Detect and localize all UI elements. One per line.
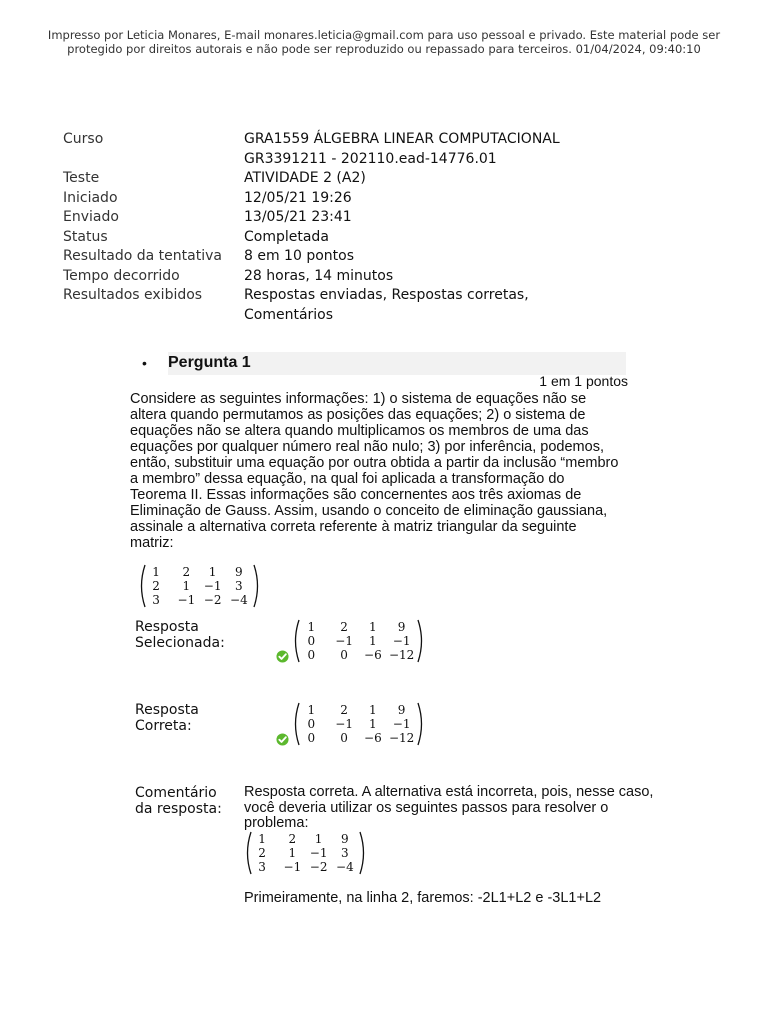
matrix-cell: 1 xyxy=(307,619,316,634)
matrix-cell: 9 xyxy=(397,702,406,717)
matrix-cell: 0 xyxy=(340,730,348,745)
comment-label xyxy=(135,785,222,817)
matrix-cell: 1 xyxy=(288,845,297,860)
matrix-cell: −4 xyxy=(336,859,354,874)
matrix-cell: 1 xyxy=(314,831,323,846)
summary-value: Respostas enviadas, Respostas corretas, Comentários xyxy=(244,287,529,323)
matrix-cell: 0 xyxy=(340,647,348,662)
matrix-cell: −4 xyxy=(230,592,248,607)
summary-label: Resultado da tentativa xyxy=(63,248,222,264)
matrix-cell: −2 xyxy=(203,592,222,607)
matrix-cell: 3 xyxy=(258,859,266,874)
selected-answer-label xyxy=(135,619,225,651)
matrix-cell: 1 xyxy=(369,633,377,648)
matrix-cell: −1 xyxy=(283,859,302,874)
summary-row-test xyxy=(63,169,604,189)
matrix-cell: 1 xyxy=(152,564,160,579)
attempt-summary xyxy=(63,130,604,325)
matrix-cell: 9 xyxy=(235,564,243,579)
matrix-cell: −6 xyxy=(364,730,382,745)
check-circle-icon xyxy=(276,650,289,663)
matrix-cell: −1 xyxy=(392,633,411,648)
label-line: Selecionada: xyxy=(135,635,225,651)
summary-value: 13/05/21 23:41 xyxy=(244,209,352,225)
right-paren xyxy=(418,703,422,745)
matrix-cell: −12 xyxy=(388,730,415,745)
summary-row-results-shown xyxy=(63,286,604,325)
summary-value: 12/05/21 19:26 xyxy=(244,189,352,206)
comment-matrix xyxy=(243,830,368,876)
summary-label: Tempo decorrido xyxy=(63,267,180,284)
summary-label: Enviado xyxy=(63,209,119,225)
matrix-cell: 2 xyxy=(152,578,160,593)
matrix-cell: 0 xyxy=(307,730,316,745)
label-line: Resposta xyxy=(135,702,199,718)
matrix-cell: 3 xyxy=(235,578,243,593)
matrix-cell: 3 xyxy=(152,592,160,607)
left-paren xyxy=(296,620,300,662)
matrix-cell: −1 xyxy=(335,716,353,731)
summary-value: ATIVIDADE 2 (A2) xyxy=(244,170,366,186)
summary-value: 28 horas, 14 minutos xyxy=(244,267,394,284)
summary-row-elapsed xyxy=(63,267,604,287)
matrix-cell: 2 xyxy=(340,702,348,717)
summary-row-started xyxy=(63,189,604,209)
summary-value: Completada xyxy=(244,228,329,245)
matrix-cell: 2 xyxy=(182,564,191,579)
matrix-cell: 1 xyxy=(369,702,377,717)
matrix-cell: −1 xyxy=(392,716,411,731)
matrix-cell: 0 xyxy=(307,633,316,648)
correct-answer-label xyxy=(135,702,199,734)
summary-value: 8 em 10 pontos xyxy=(244,248,354,264)
matrix-cell: 1 xyxy=(369,619,377,634)
matrix-cell: 3 xyxy=(341,845,349,860)
matrix-cell: 1 xyxy=(258,831,266,846)
matrix-cell: −6 xyxy=(364,647,382,662)
correct-answer-matrix xyxy=(291,701,426,747)
label-line: Resposta xyxy=(135,619,199,635)
matrix-cell: −1 xyxy=(203,578,222,593)
question-header xyxy=(142,352,628,392)
print-watermark: Impresso por Leticia Monares, E-mail monares.leticia@gmail.com para uso pessoal e privado. Este material pode ser protegido por direitos autorais e não pode ser reproduzido ou repassado para terceiros. 01/04/2024, 09:40:10 xyxy=(47,28,721,56)
matrix-cell: 1 xyxy=(369,716,377,731)
right-paren xyxy=(254,565,258,607)
matrix-cell: 1 xyxy=(208,564,217,579)
check-circle-icon xyxy=(276,733,289,746)
question-points: 1 em 1 pontos xyxy=(539,373,628,389)
matrix-cell: 2 xyxy=(340,619,348,634)
summary-row-status xyxy=(63,228,604,248)
left-paren xyxy=(142,565,146,607)
comment-text: Resposta correta. A alternativa está incorreta, pois, nesse caso, você deveria utilizar os seguintes passos para resolver o problema: xyxy=(244,784,654,831)
summary-row-submitted xyxy=(63,208,604,228)
summary-label: Resultados exibidos xyxy=(63,287,203,303)
question-matrix xyxy=(137,563,262,609)
bullet-icon: • xyxy=(142,355,147,371)
matrix-cell: −1 xyxy=(335,633,353,648)
matrix-cell: −1 xyxy=(309,845,328,860)
label-line: Correta: xyxy=(135,718,192,734)
matrix-cell: −2 xyxy=(309,859,328,874)
left-paren xyxy=(296,703,300,745)
right-paren xyxy=(360,832,364,874)
matrix-cell: 0 xyxy=(307,647,316,662)
comment-followup: Primeiramente, na linha 2, faremos: -2L1+L2 e -3L1+L2 xyxy=(244,890,602,906)
selected-answer-matrix xyxy=(291,618,426,664)
question-title: Pergunta 1 xyxy=(168,354,251,371)
matrix-cell: 9 xyxy=(397,619,406,634)
matrix-cell: 2 xyxy=(288,831,297,846)
matrix-cell: −12 xyxy=(388,647,415,662)
matrix-cell: −1 xyxy=(177,592,196,607)
summary-label: Iniciado xyxy=(63,189,118,206)
summary-row-course xyxy=(63,130,604,169)
summary-row-result xyxy=(63,247,604,267)
question-text: Considere as seguintes informações: 1) o sistema de equações não se altera quando permutamos as posições das equações; 2) o sistema de equações não se altera quando multiplicamos os membros de uma das equações por qualquer número real não nulo; 3) por inferência, podemos, então, substituir uma equação por outra obtida a partir da inclusão “membro a membro” dessa equação, na qual foi aplicada a transformação do Teorema II. Essas informações são concernentes aos três axiomas de Eliminação de Gauss. Assim, usando o conceito de eliminação gaussiana, assinale a alternativa correta referente à matriz triangular da seguinte matriz: xyxy=(130,391,619,551)
matrix-cell: 2 xyxy=(258,845,266,860)
summary-value: GRA1559 ÁLGEBRA LINEAR COMPUTACIONAL GR3391211 - 202110.ead-14776.01 xyxy=(244,131,560,167)
left-paren xyxy=(248,832,252,874)
summary-label: Teste xyxy=(63,170,100,186)
matrix-cell: 1 xyxy=(182,578,191,593)
summary-label: Curso xyxy=(63,131,104,147)
matrix-cell: 1 xyxy=(307,702,316,717)
label-line: da resposta: xyxy=(135,801,222,817)
matrix-cell: 9 xyxy=(341,831,349,846)
label-line: Comentário xyxy=(135,785,217,801)
right-paren xyxy=(418,620,422,662)
matrix-cell: 0 xyxy=(307,716,316,731)
summary-label: Status xyxy=(63,228,108,245)
